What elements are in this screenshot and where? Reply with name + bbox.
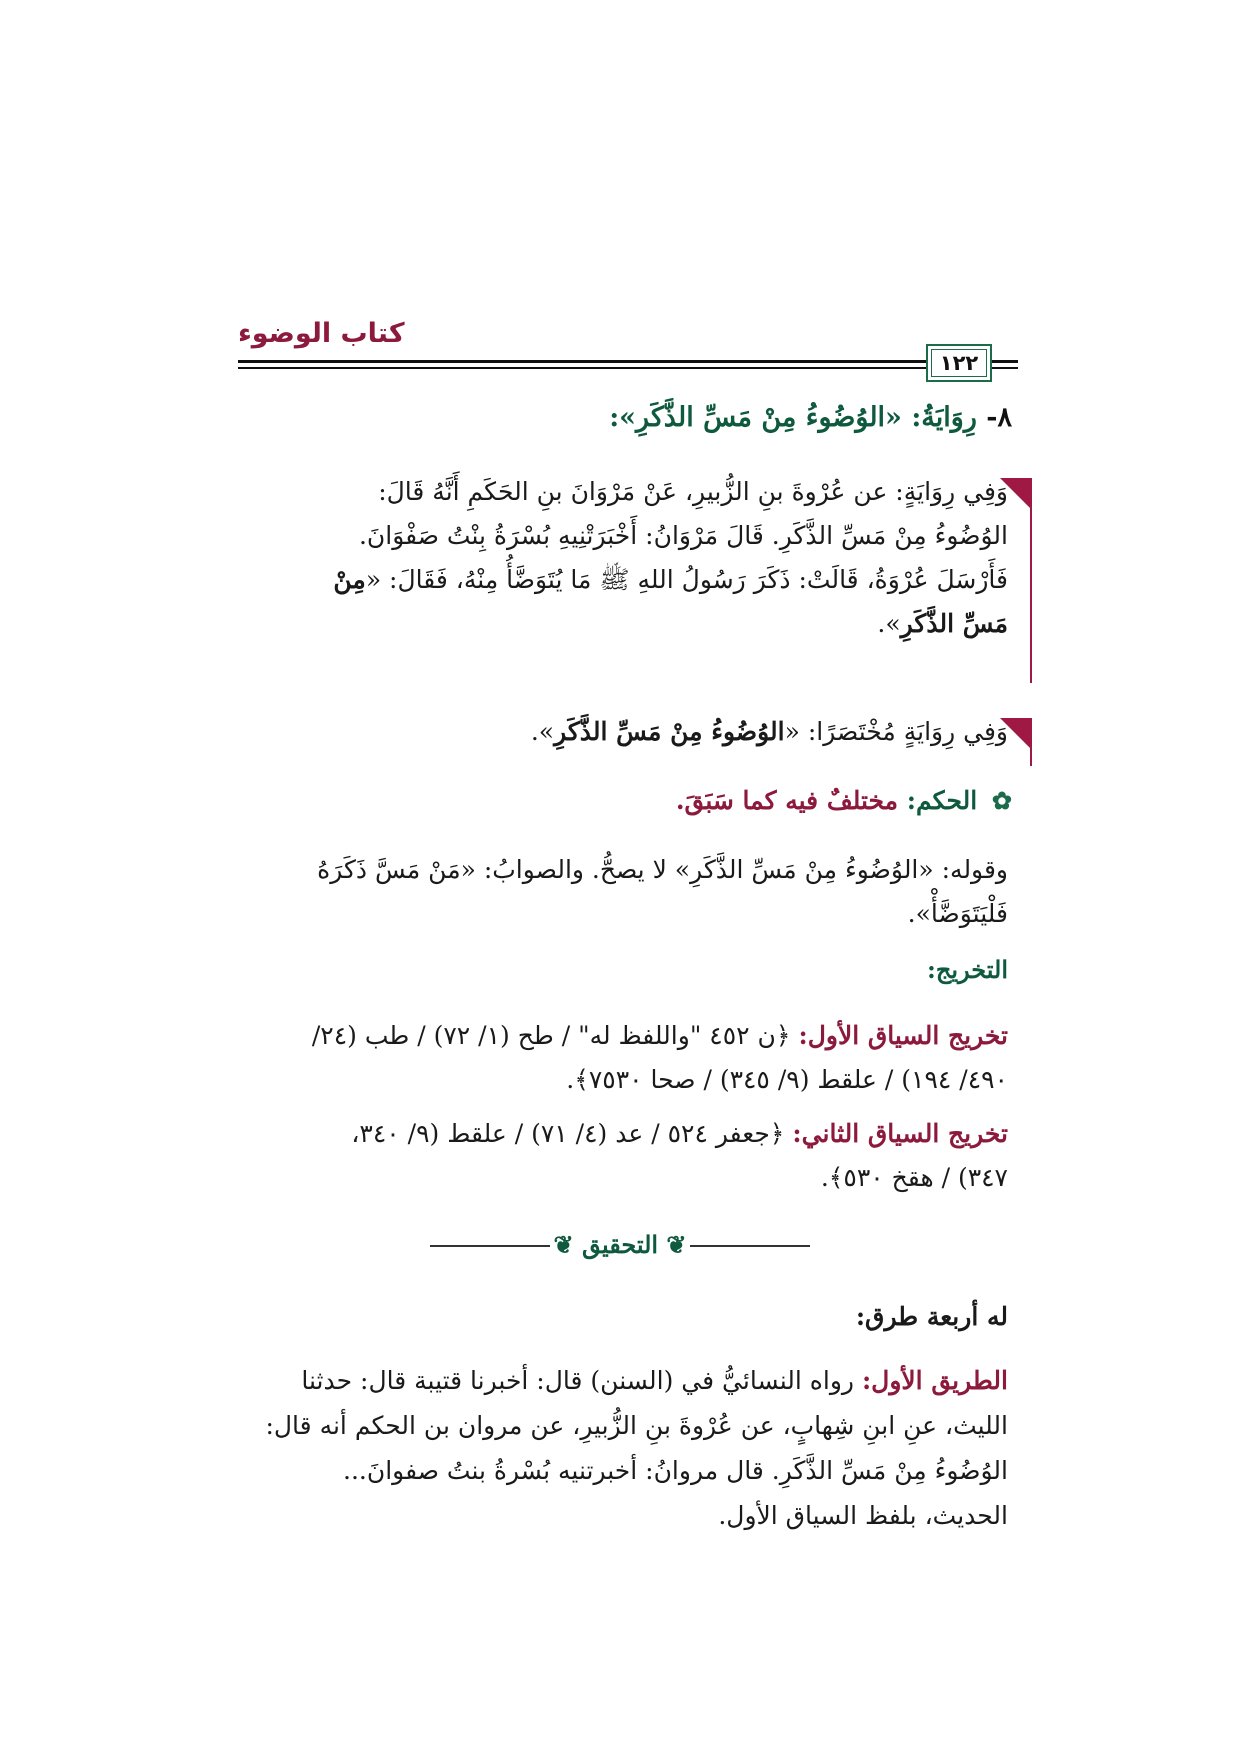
quote-side-line [1030, 478, 1032, 683]
takhrij-heading: التخريج: [927, 955, 1008, 984]
note-paragraph [218, 848, 1008, 936]
quote1-line2: الوُضُوءُ مِنْ مَسِّ الذَّكَرِ. قَالَ مَرْوَانُ: أَخْبَرَتْنِيهِ بُسْرَةُ بِنْتُ صَفْوَانَ. [358, 521, 1008, 550]
quote-side-line [1030, 718, 1032, 766]
quote2-suffix: ». [530, 717, 555, 746]
takhrij-second-label: تخريج السياق الثاني: [792, 1119, 1008, 1148]
takhrij-first [218, 1014, 1008, 1102]
takhrij-first-line1 [218, 1014, 1008, 1058]
ruling-text: مختلفٌ فيه كما سَبَقَ. [675, 786, 899, 815]
first-route-line3: الوُضُوءُ مِنْ مَسِّ الذَّكَرِ. قال مروانُ: أخبرتنيه بُسْرةُ بنتُ صفوانَ... [343, 1456, 1008, 1485]
note-line2: فَلْيَتَوَضَّأْ». [907, 899, 1008, 928]
quote1-line4-text: ». [877, 609, 901, 638]
page-number [926, 344, 992, 382]
quote1-line3-text: فَأَرْسَلَ عُرْوَةُ، قَالَتْ: ذَكَرَ رَسُولُ اللهِ ﷺ مَا يُتَوَضَّأُ مِنْهُ، فَقَالَ: « [365, 565, 1008, 594]
first-route-line2: الليث، عنِ ابنِ شِهابٍ، عن عُرْوةَ بنِ الزُّبيرِ، عن مروان بن الحكم أنه قال: [265, 1411, 1008, 1440]
takhrij-second-line1 [218, 1112, 1008, 1156]
takhrij-first-label: تخريج السياق الأول: [798, 1021, 1008, 1050]
quote2-bold: الوُضُوءُ مِنْ مَسِّ الذَّكَرِ [554, 717, 785, 746]
first-route-label: الطريق الأول: [861, 1366, 1008, 1395]
ruling [676, 786, 1012, 815]
book-title: كتاب الوضوء [238, 318, 405, 349]
header-rule [238, 360, 1018, 363]
hadith-quote-1 [233, 470, 1008, 646]
header-rule-thin [238, 367, 1018, 369]
first-route [218, 1358, 1008, 1538]
page-number-text: ١٢٢ [939, 351, 979, 375]
tahqiq-divider [430, 1230, 810, 1260]
quote1-line4-bold: مَسِّ الذَّكَرِ [900, 609, 1008, 638]
routes-count: له أربعة طرق: [855, 1302, 1008, 1331]
takhrij-first-text1: ﴿ن ٤٥٢ "واللفظ له" / طح (١/ ٧٢) / طب (٢٤/ [311, 1021, 791, 1050]
quote2-prefix: وَفِي رِوَايَةٍ مُخْتَصَرًا: « [784, 717, 1008, 746]
section-title: رِوَايَةُ: «الوُضُوءُ مِنْ مَسِّ الذَّكَرِ»: [609, 402, 977, 433]
quote1-line3-bold: مِنْ [333, 565, 366, 594]
quote1-line1: وَفِي رِوَايَةٍ: عن عُرْوةَ بنِ الزُّبيرِ، عَنْ مَرْوَانَ بنِ الحَكَمِ أَنَّهُ قَالَ: [378, 477, 1008, 506]
section-number: ٨- [986, 402, 1012, 433]
note-line1: وقوله: «الوُضُوءُ مِنْ مَسِّ الذَّكَرِ» لا يصحُّ. والصوابُ: «مَنْ مَسَّ ذَكَرَهُ [317, 855, 1008, 884]
section-heading [609, 402, 1012, 433]
takhrij-second-text1: ﴿جعفر ٥٢٤ / عد (٤/ ٧١) / علقط (٩/ ٣٤٠، [351, 1119, 785, 1148]
takhrij-second [218, 1112, 1008, 1200]
ruling-label: الحكم: [906, 786, 978, 815]
first-route-line1 [218, 1358, 1008, 1403]
rosette-icon: ✿ [991, 786, 1012, 815]
first-route-line4: الحديث، بلفظ السياق الأول. [718, 1501, 1008, 1530]
ornament-icon: ❦ [553, 1230, 582, 1259]
first-route-text1: رواه النسائيُّ في (السنن) قال: أخبرنا قتيبة قال: حدثنا [301, 1366, 854, 1395]
ornament-icon: ❦ [658, 1230, 687, 1259]
tahqiq-title [430, 1230, 810, 1259]
quote1-line4 [233, 602, 1008, 646]
quote1-line3 [233, 558, 1008, 602]
takhrij-second-line2: ٣٤٧) / هقخ ٥٣٠﴾. [820, 1163, 1008, 1192]
tahqiq-title-text: التحقيق [581, 1230, 659, 1259]
takhrij-first-line2: ٤٩٠/ ١٩٤) / علقط (٩/ ٣٤٥) / صحا ٧٥٣٠﴾. [566, 1065, 1008, 1094]
hadith-quote-2 [233, 710, 1008, 754]
